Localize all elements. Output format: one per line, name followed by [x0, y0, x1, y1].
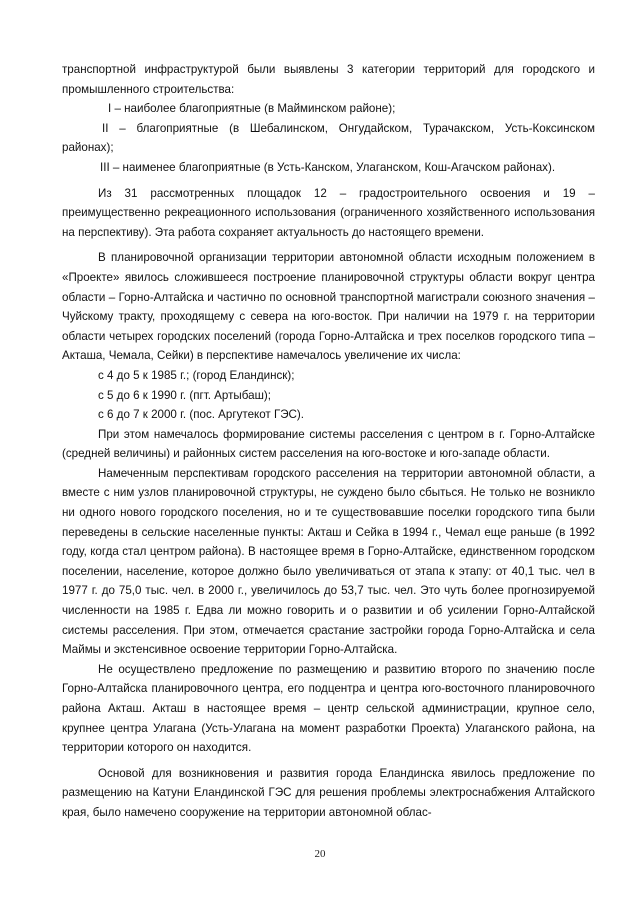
forecast-item-1985: с 4 до 5 к 1985 г.; (город Еландинск); — [98, 368, 295, 382]
forecast-item-2000: с 6 до 7 к 2000 г. (пос. Аргутекот ГЭС). — [98, 408, 305, 422]
category-2-item: II – благоприятные (в Шебалинском, Онгудайском, Турачакском, Усть-Коксинском районах); — [62, 121, 595, 155]
paragraph-planning: В планировочной организации территории автономной области исходным положением в «Проекте» явилось сложившееся построение планировочной структуры области вокруг центра области – Горно-Алтайска и частично по основной транспортной магистрали союзного значения – Чуйскому тракту, проходящему с севера на юго-восток. При наличии на 1979 г. на территории области четырех городских поселений (города Горно-Алтайска и трех поселков городского типа – Акташа, Чемала, Сейки) в перспективе намечалось увеличение их числа: — [62, 251, 595, 363]
category-1-item: I – наиболее благоприятные (в Майминском районе); — [108, 102, 396, 116]
paragraph-aktash: Не осуществлено предложение по размещению и развитию второго по значению после Горно-Алтайска планировочного центра, его подцентра и центра юго-восточного планировочного района Акташ. Акташ в настоящее время – центр сельской администрации, крупное село, крупнее центра Улагана (Усть-Улагана на момент разработки Проекта) Улаганского района, на территории которого он находится. — [62, 662, 595, 755]
paragraph-settlement-system: При этом намечалось формирование системы расселения с центром в г. Горно-Алтайске (средней величины) и районных систем расселения на юго-востоке и юго-западе области. — [62, 427, 595, 461]
paragraph-urban-prospects: Намеченным перспективам городского расселения на территории автономной области, а вместе с ним узлов планировочной структуры, не суждено было сбыться. Не только не возникло ни одного нового городского поселения, но и те существовавшие поселки городского типа были переведены в сельские населенные пункты: Акташ и Сейка в 1994 г., Чемал еще раньше (в 1992 году, когда стал центром района). В настоящее время в Горно-Алтайске, единственном городском поселении, население, которое должно было увеличиваться от этапа к этапу: от 40,1 тыс. чел в 1977 г. до 75,0 тыс. чел. в 2000 г., увеличилось до 53,7 тыс. чел. Это чуть более прогнозируемой численности на 1985 г. Едва ли можно говорить и о развитии и об усилении Горно-Алтайской системы расселения. При этом, отмечается срастание застройки города Горно-Алтайска и села Маймы и экстенсивное освоение территории Горно-Алтайска. — [62, 466, 595, 657]
page-number: 20 — [314, 848, 326, 860]
paragraph-intro: транспортной инфраструктурой были выявлены 3 категории территорий для городского и промышленного строительства: — [62, 63, 595, 96]
forecast-item-1990: с 5 до 6 к 1990 г. (пгт. Артыбаш); — [98, 388, 271, 402]
paragraph-elandinsk: Основой для возникновения и развития города Еландинска явилось предложение по размещению на Катуни Еландинской ГЭС для решения проблемы электроснабжения Алтайского края, было намечено сооружение на территории автономной облас- — [62, 766, 595, 819]
document-page — [62, 60, 595, 823]
category-3-item: III – наименее благоприятные (в Усть-Канском, Улаганском, Кош-Агачском районах). — [100, 160, 556, 174]
paragraph-sites: Из 31 рассмотренных площадок 12 – градостроительного освоения и 19 – преимущественно рекреационного использования (ограниченного хозяйственного использования на перспективу). Эта работа сохраняет актуальность до настоящего времени. — [62, 186, 595, 239]
